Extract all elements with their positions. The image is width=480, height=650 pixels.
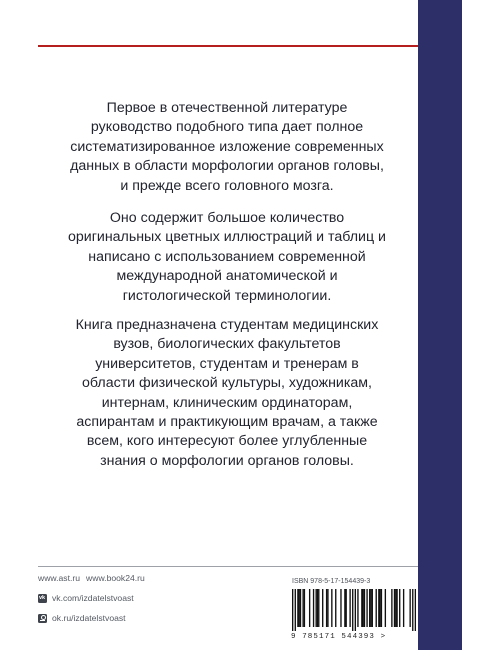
website-link-ast[interactable]: www.ast.ru <box>38 573 81 583</box>
barcode-bar <box>309 589 310 627</box>
ok-link-row[interactable] <box>38 613 238 624</box>
navy-side-strip <box>418 0 462 650</box>
barcode-bar <box>355 589 356 631</box>
vk-icon: vk <box>39 595 46 601</box>
barcode-bar <box>335 589 336 627</box>
barcode-bar <box>369 589 370 627</box>
paragraph-intro: Первое в отечественной литературе руководство подобного типа дает полное систематизированное изложение современных данных в области морфологии органов головы, и прежде всего головного мозга. <box>70 100 384 194</box>
barcode-bar <box>370 589 371 627</box>
publisher-links <box>38 573 238 633</box>
website-link-book24[interactable]: www.book24.ru <box>86 573 145 583</box>
barcode-bar <box>327 589 328 627</box>
barcode <box>292 589 416 631</box>
vk-link[interactable]: vk.com/izdatelstvoast <box>52 593 134 603</box>
barcode-bar <box>403 589 404 627</box>
paragraph-illustrations: Оно содержит большое количество оригинальных цветных иллюстраций и таблиц и написано с использованием современной международной анатомической и гистологической терминологии. <box>68 210 386 304</box>
barcode-bar <box>357 589 358 627</box>
barcode-bar <box>361 589 362 627</box>
barcode-bar <box>300 589 301 627</box>
barcode-bar <box>391 589 392 627</box>
barcode-bar <box>394 589 395 627</box>
isbn-label: ISBN 978-5-17-154439-3 <box>292 578 371 585</box>
barcode-bar <box>315 589 316 627</box>
barcode-bar <box>385 589 386 627</box>
barcode-bar <box>381 589 382 627</box>
barcode-digits: 9 785171 544393 > <box>291 633 387 641</box>
barcode-bar <box>322 589 323 627</box>
barcode-bar <box>376 589 377 627</box>
barcode-bar <box>313 589 314 627</box>
barcode-bar <box>399 589 400 627</box>
barcode-bar <box>364 589 365 627</box>
barcode-bar <box>326 589 327 627</box>
barcode-bar <box>302 589 303 627</box>
paragraph-audience: Книга предназначена студентам медицинских вузов, биологических факультетов университетов, студентам и тренерам в области физической культуры, художникам, интернам, клиническим ординаторам, аспирантам и практикующим врачам, а также всем, кого интересуют более углубленные знания о морфологии органов головы. <box>75 317 379 469</box>
barcode-bar <box>317 589 318 627</box>
website-links <box>38 573 238 584</box>
barcode-bar <box>366 589 367 627</box>
barcode-bar <box>412 589 413 631</box>
barcode-bar <box>362 589 363 627</box>
barcode-bar <box>379 589 380 627</box>
top-red-rule <box>38 45 418 47</box>
barcode-bar <box>396 589 397 627</box>
barcode-bar <box>331 589 332 627</box>
vk-link-row[interactable] <box>38 593 238 604</box>
barcode-bar <box>292 589 293 631</box>
barcode-bar <box>318 589 319 627</box>
footer-divider <box>38 566 418 567</box>
barcode-bar <box>297 589 298 627</box>
barcode-bar <box>352 589 353 631</box>
barcode-bar <box>344 589 345 627</box>
barcode-bar <box>349 589 350 627</box>
barcode-bar <box>299 589 300 627</box>
barcode-bar <box>395 589 396 627</box>
barcode-bar <box>340 589 341 627</box>
barcode-bar <box>409 589 410 627</box>
ok-link[interactable]: ok.ru/izdatelstvoast <box>52 613 126 623</box>
odnoklassniki-icon <box>38 614 47 623</box>
barcode-bar <box>346 589 347 627</box>
barcode-bar <box>415 589 416 631</box>
barcode-bar <box>304 589 305 627</box>
barcode-bar <box>295 589 296 631</box>
barcode-bar <box>378 589 379 627</box>
barcode-bar <box>372 589 373 627</box>
